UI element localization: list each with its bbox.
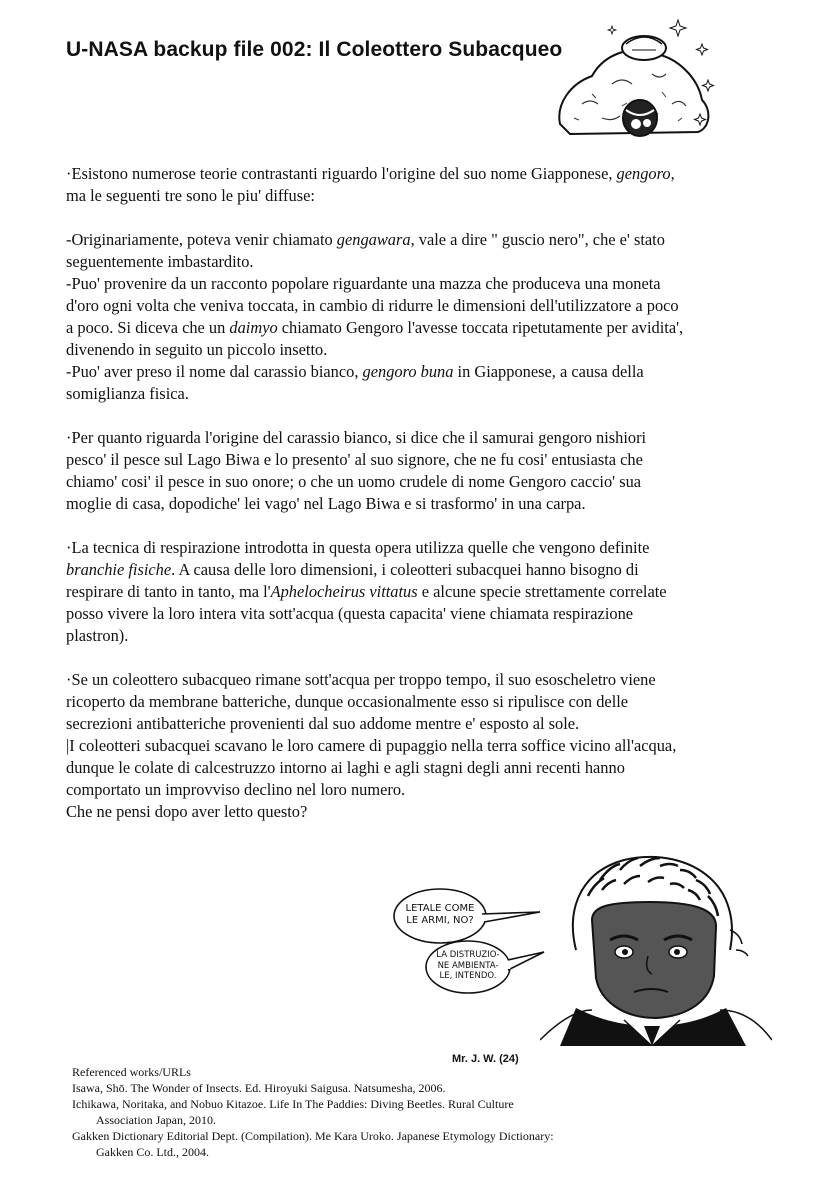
man-portrait-illustration: [540, 850, 772, 1046]
reference-item: Gakken Dictionary Editorial Dept. (Compilation). Me Kara Uroko. Japanese Etymology Dictionary: Gakken Co. Ltd., 2004.: [72, 1129, 554, 1159]
beetle-on-rock-illustration: [552, 14, 720, 142]
reference-item: Ichikawa, Noritaka, and Nobuo Kitazoe. Life In The Paddies: Diving Beetles. Rural Culture Association Japan, 2010.: [72, 1097, 514, 1127]
article-body: [66, 163, 766, 823]
character-caption: Mr. J. W. (24): [452, 1053, 519, 1065]
paragraph-name-origin: ·Esistono numerose teorie contrastanti riguardo l'origine del suo nome Giapponese, gengoro, ma le seguenti tre sono le piu' diffuse:: [66, 164, 675, 205]
reference-item: Isawa, Shō. The Wonder of Insects. Ed. Hiroyuki Saigusa. Natsumesha, 2006.: [72, 1081, 446, 1095]
speech-bubble-1: LETALE COME LE ARMI, NO?: [405, 903, 475, 926]
references-heading: Referenced works/URLs: [72, 1065, 191, 1079]
paragraph-respiration: ·La tecnica di respirazione introdotta in questa opera utilizza quelle che vengono definite branchie fisiche. A causa delle loro dimensioni, i coleotteri subacquei hanno bisogno di respirare di tanto in tanto, ma l'Aphelocheirus vittatus e alcune specie strettamente correlate posso vivere la loro intera vita sott'acqua (questa capacita' viene chiamata respirazione plastron).: [66, 538, 667, 645]
paragraph-carassius: ·Per quanto riguarda l'origine del carassio bianco, si dice che il samurai gengoro nishiori pesco' il pesce sul Lago Biwa e lo presento' al suo signore, che ne fu cosi' entusiasta che chiamo' cosi' il pesce in suo onore; o che un uomo crudele di nome Gengoro caccio' sua moglie di casa, dopodiche' lei vago' nel Lago Biwa e si trasformo' in una carpa.: [66, 428, 647, 513]
paragraph-theories: -Originariamente, poteva venir chiamato gengawara, vale a dire " guscio nero", che e' stato seguentemente imbastardito. -Puo' provenire da un racconto popolare riguardante una mazza che produceva una moneta d'oro ogni volta che veniva toccata, in cambio di ridurre le dimensioni dell'utilizzatore a poco a poco. Si diceva che un daimyo chiamato Gengoro l'avesse toccata ripetutamente per avidita', divenendo in seguito un piccolo insetto. -Puo' aver preso il nome dal carassio bianco, gengoro buna in Giapponese, a causa della somiglianza fisica.: [66, 230, 684, 403]
paragraph-exoskeleton: ·Se un coleottero subacqueo rimane sott'acqua per troppo tempo, il suo esoscheletro viene ricoperto da membrane batteriche, dunque occasionalmente esso si ripulisce con delle secrezioni antibatteriche provenienti dal suo addome mentre e' esposto al sole. |I coleotteri subacquei scavano le loro camere di pupaggio nella terra soffice vicino all'acqua, dunque le colate di calcestruzzo intorno ai laghi e agli stagni degli anni recenti hanno comportato un improvviso declino nel loro numero. Che ne pensi dopo aver letto questo?: [66, 670, 677, 821]
references: [72, 1064, 572, 1160]
page-title: U-NASA backup file 002: Il Coleottero Subacqueo: [66, 38, 563, 61]
speech-bubble-2: LA DISTRUZIO- NE AMBIENTA- LE, INTENDO.: [436, 950, 500, 981]
